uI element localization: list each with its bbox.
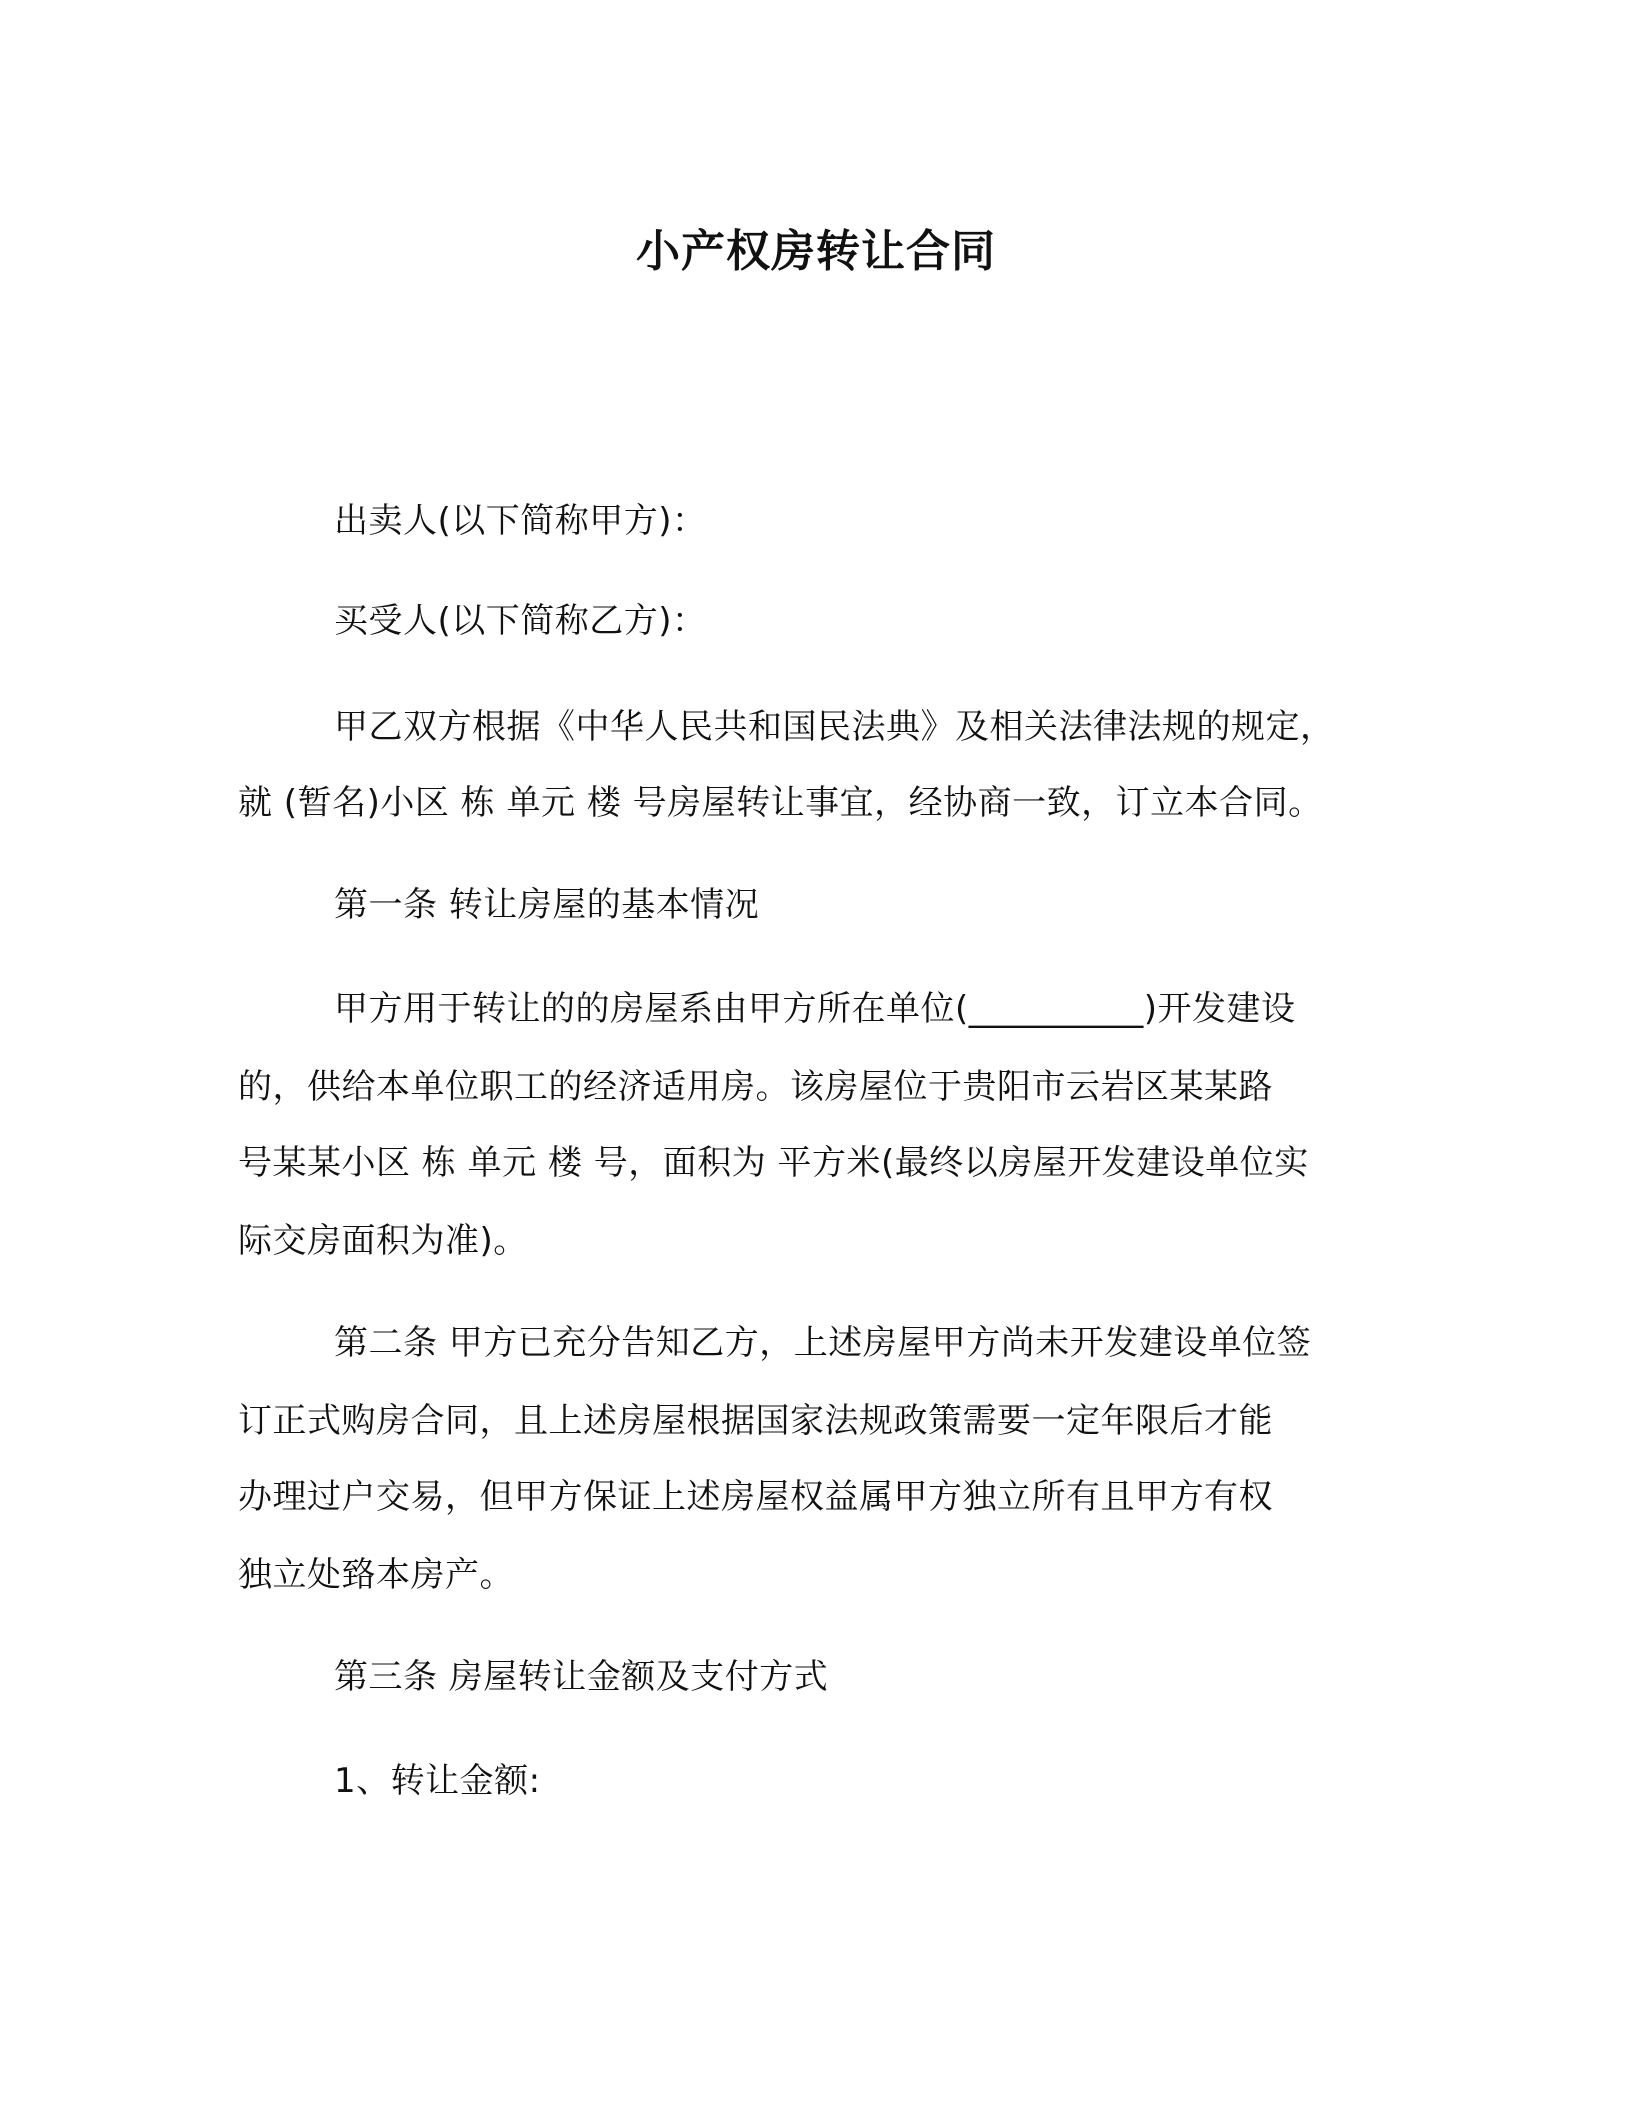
preamble-line-2: 就 (暂名)小区 栋 单元 楼 号房屋转让事宜，经协商一致，订立本合同。 — [238, 783, 1323, 823]
article-1-line-4: 际交房面积为准)。 — [238, 1221, 528, 1261]
preamble-line-1: 甲乙双方根据《中华人民共和国民法典》及相关法律法规的规定， — [334, 707, 1335, 747]
transfer-amount-line: 1、转让金额: — [334, 1761, 541, 1801]
article-1-line-2: 的，供给本单位职工的经济适用房。该房屋位于贵阳市云岩区某某路 — [238, 1067, 1273, 1107]
seller-line: 出卖人(以下简称甲方)： — [334, 501, 707, 541]
article-2-line-2: 订正式购房合同，且上述房屋根据国家法规政策需要一定年限后才能 — [238, 1401, 1273, 1441]
article-2-line-1: 第二条 甲方已充分告知乙方，上述房屋甲方尚未开发建设单位签 — [334, 1323, 1312, 1363]
article-3-heading: 第三条 房屋转让金额及支付方式 — [334, 1657, 829, 1697]
document-title: 小产权房转让合同 — [636, 226, 996, 277]
article-1-line-3: 号某某小区 栋 单元 楼 号，面积为 平方米(最终以房屋开发建设单位实 — [238, 1143, 1309, 1183]
buyer-line: 买受人(以下简称乙方)： — [334, 601, 707, 641]
article-1-line-1: 甲方用于转让的的房屋系由甲方所在单位(__________)开发建设 — [334, 989, 1296, 1029]
article-1-heading: 第一条 转让房屋的基本情况 — [334, 885, 760, 925]
article-2-line-4: 独立处臵本房产。 — [238, 1555, 514, 1595]
article-2-line-3: 办理过户交易，但甲方保证上述房屋权益属甲方独立所有且甲方有权 — [238, 1477, 1273, 1517]
